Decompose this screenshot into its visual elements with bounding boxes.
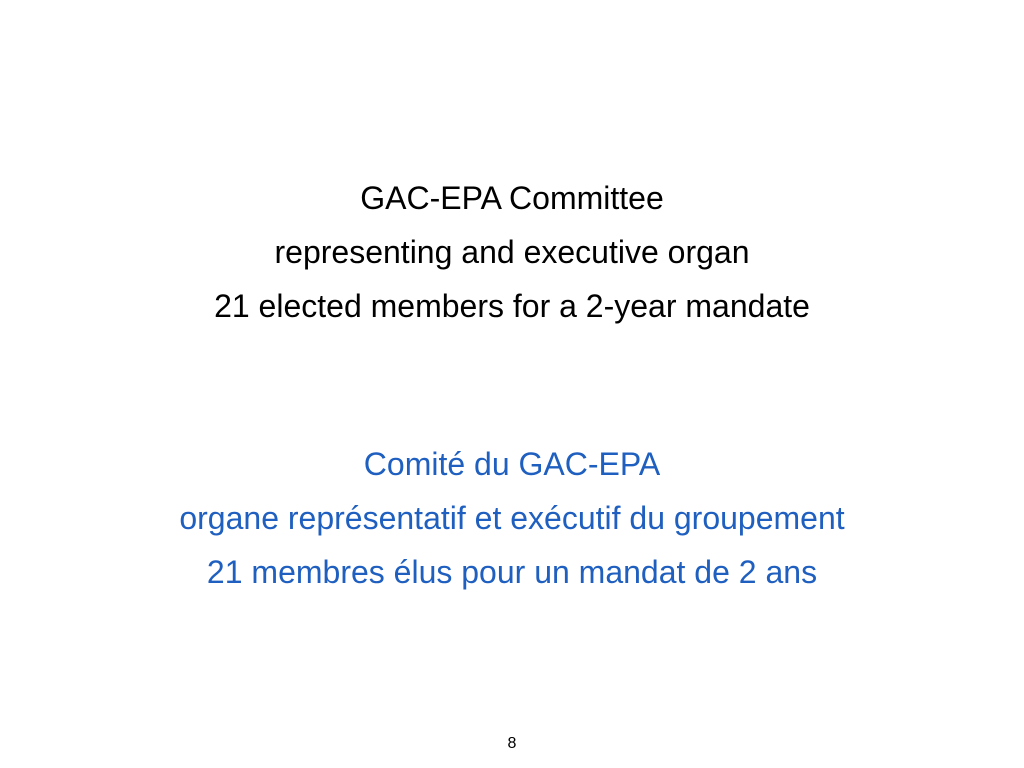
french-members-note: 21 membres élus pour un mandat de 2 ans (206, 554, 818, 590)
english-members-note: 21 elected members for a 2-year mandate (214, 288, 810, 324)
french-title: Comité du GAC-EPA (363, 446, 661, 482)
english-title: GAC-EPA Committee (360, 180, 664, 216)
french-text-block (0, 437, 1024, 599)
english-text-block (0, 171, 1024, 333)
english-description: representing and executive organ (274, 234, 750, 270)
page-number: 8 (507, 735, 517, 752)
french-description: organe représentatif et exécutif du groupement (179, 500, 845, 536)
